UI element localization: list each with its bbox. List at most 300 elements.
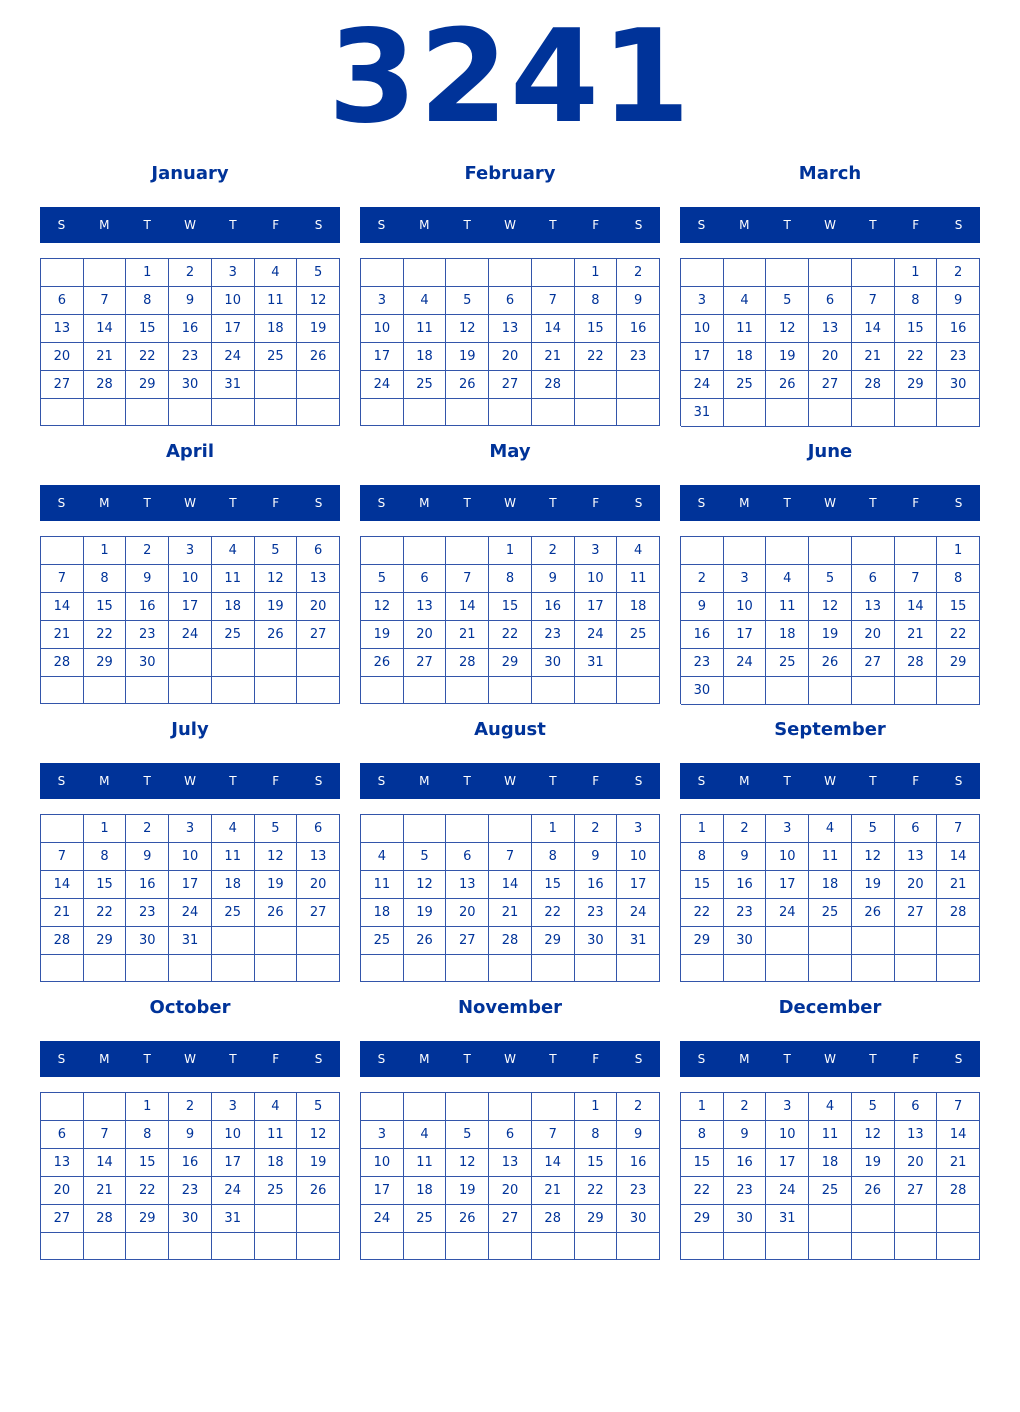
day-cell: 18 xyxy=(361,899,404,927)
day-cell: 22 xyxy=(489,621,532,649)
day-cell xyxy=(532,677,575,704)
day-cell: 7 xyxy=(937,1093,980,1121)
day-cell: 29 xyxy=(489,649,532,677)
day-cell xyxy=(361,955,404,982)
day-cell xyxy=(212,677,255,704)
day-cell xyxy=(84,399,127,426)
day-cell: 8 xyxy=(126,1121,169,1149)
day-cell xyxy=(404,259,447,287)
weekday-label: S xyxy=(954,1052,963,1066)
day-cell: 16 xyxy=(575,871,618,899)
day-cell xyxy=(255,927,298,955)
day-cell xyxy=(532,1093,575,1121)
day-cell xyxy=(724,259,767,287)
weekday-header xyxy=(360,763,660,799)
weekday-header xyxy=(40,1041,340,1077)
day-cell: 15 xyxy=(937,593,980,621)
day-cell: 4 xyxy=(809,1093,852,1121)
day-cell xyxy=(766,399,809,427)
day-cell xyxy=(937,677,980,705)
day-cell: 15 xyxy=(84,871,127,899)
day-cell: 24 xyxy=(169,899,212,927)
day-cell: 11 xyxy=(404,1149,447,1177)
day-cell: 21 xyxy=(84,1177,127,1205)
day-cell: 2 xyxy=(575,815,618,843)
day-cell xyxy=(297,1233,340,1260)
weekday-label: S xyxy=(697,1052,706,1066)
day-cell: 12 xyxy=(255,843,298,871)
weekday-label: T xyxy=(783,774,791,788)
day-cell xyxy=(681,955,724,982)
day-cell: 9 xyxy=(169,287,212,315)
day-cell: 12 xyxy=(852,1121,895,1149)
day-cell: 25 xyxy=(809,899,852,927)
day-cell: 11 xyxy=(809,843,852,871)
day-cell xyxy=(446,399,489,426)
weekday-label: T xyxy=(869,496,877,510)
day-cell xyxy=(84,955,127,982)
weekday-label: T xyxy=(869,774,877,788)
weekday-label: T xyxy=(143,1052,151,1066)
day-cell: 6 xyxy=(489,287,532,315)
day-cell xyxy=(724,537,767,565)
day-cell: 16 xyxy=(681,621,724,649)
day-cell xyxy=(575,399,618,426)
day-cell: 9 xyxy=(575,843,618,871)
day-cell: 30 xyxy=(126,927,169,955)
weekday-label: T xyxy=(463,774,471,788)
day-cell: 19 xyxy=(809,621,852,649)
day-cell: 13 xyxy=(489,315,532,343)
month-name: December xyxy=(778,997,882,1018)
day-cell: 11 xyxy=(404,315,447,343)
day-cell: 19 xyxy=(255,871,298,899)
day-cell xyxy=(489,1233,532,1260)
day-cell xyxy=(852,927,895,955)
day-cell: 3 xyxy=(766,815,809,843)
day-cell xyxy=(766,537,809,565)
weekday-label: T xyxy=(869,218,877,232)
day-cell: 11 xyxy=(255,287,298,315)
day-grid xyxy=(360,536,660,704)
weekday-label: T xyxy=(463,1052,471,1066)
day-cell: 29 xyxy=(126,371,169,399)
day-grid xyxy=(680,1092,980,1260)
day-cell xyxy=(297,371,340,399)
day-cell xyxy=(212,955,255,982)
day-cell: 28 xyxy=(937,1177,980,1205)
weekday-label: T xyxy=(463,218,471,232)
month-name: May xyxy=(489,441,531,462)
day-cell: 26 xyxy=(766,371,809,399)
day-cell: 28 xyxy=(41,649,84,677)
day-cell: 16 xyxy=(532,593,575,621)
day-cell: 14 xyxy=(84,315,127,343)
day-cell xyxy=(852,1233,895,1260)
day-cell xyxy=(361,259,404,287)
day-cell: 7 xyxy=(895,565,938,593)
day-cell xyxy=(489,815,532,843)
day-cell: 19 xyxy=(404,899,447,927)
day-cell: 13 xyxy=(489,1149,532,1177)
day-cell: 12 xyxy=(446,315,489,343)
day-cell: 26 xyxy=(297,1177,340,1205)
month-september xyxy=(680,714,980,982)
day-cell xyxy=(681,537,724,565)
day-cell: 24 xyxy=(617,899,660,927)
day-cell: 28 xyxy=(532,1205,575,1233)
day-cell: 21 xyxy=(852,343,895,371)
weekday-header xyxy=(40,485,340,521)
weekday-label: S xyxy=(377,1052,386,1066)
day-cell: 18 xyxy=(404,343,447,371)
day-cell: 15 xyxy=(126,315,169,343)
day-cell: 11 xyxy=(809,1121,852,1149)
day-cell: 7 xyxy=(41,565,84,593)
day-cell: 16 xyxy=(617,315,660,343)
day-cell xyxy=(852,1205,895,1233)
day-cell: 21 xyxy=(937,1149,980,1177)
day-cell: 15 xyxy=(126,1149,169,1177)
day-cell: 2 xyxy=(724,1093,767,1121)
day-cell: 1 xyxy=(532,815,575,843)
weekday-label: S xyxy=(57,1052,66,1066)
day-cell: 22 xyxy=(681,899,724,927)
day-cell: 24 xyxy=(361,371,404,399)
day-cell xyxy=(361,537,404,565)
weekday-label: F xyxy=(912,1052,920,1066)
day-cell: 1 xyxy=(575,259,618,287)
day-cell: 8 xyxy=(681,843,724,871)
day-cell: 28 xyxy=(84,1205,127,1233)
day-cell: 25 xyxy=(255,1177,298,1205)
day-cell: 9 xyxy=(126,843,169,871)
day-cell: 5 xyxy=(852,815,895,843)
day-cell: 10 xyxy=(212,287,255,315)
day-cell: 8 xyxy=(937,565,980,593)
day-cell: 21 xyxy=(895,621,938,649)
day-cell: 7 xyxy=(489,843,532,871)
day-cell: 14 xyxy=(41,871,84,899)
day-cell: 17 xyxy=(575,593,618,621)
month-april xyxy=(40,436,340,704)
weekday-header xyxy=(40,207,340,243)
day-grid xyxy=(680,814,980,982)
day-cell: 2 xyxy=(937,259,980,287)
day-cell xyxy=(895,1205,938,1233)
day-cell xyxy=(575,371,618,399)
day-cell: 13 xyxy=(852,593,895,621)
day-cell: 1 xyxy=(681,815,724,843)
day-cell: 10 xyxy=(575,565,618,593)
day-cell: 22 xyxy=(126,1177,169,1205)
day-cell: 24 xyxy=(361,1205,404,1233)
weekday-label: M xyxy=(419,496,430,510)
day-cell xyxy=(809,1205,852,1233)
day-cell: 15 xyxy=(575,315,618,343)
day-cell: 9 xyxy=(126,565,169,593)
day-cell: 25 xyxy=(809,1177,852,1205)
weekday-label: S xyxy=(377,496,386,510)
weekday-label: T xyxy=(229,218,237,232)
day-cell: 26 xyxy=(852,1177,895,1205)
weekday-label: W xyxy=(504,1052,516,1066)
day-cell: 11 xyxy=(212,843,255,871)
day-cell: 28 xyxy=(532,371,575,399)
day-cell: 17 xyxy=(766,871,809,899)
day-cell: 7 xyxy=(84,287,127,315)
day-cell: 21 xyxy=(41,899,84,927)
day-cell xyxy=(255,399,298,426)
day-cell: 26 xyxy=(297,343,340,371)
day-cell xyxy=(532,955,575,982)
day-cell: 25 xyxy=(212,621,255,649)
day-cell: 30 xyxy=(169,371,212,399)
day-cell: 29 xyxy=(575,1205,618,1233)
day-cell: 21 xyxy=(937,871,980,899)
day-cell: 20 xyxy=(297,871,340,899)
day-cell xyxy=(895,927,938,955)
weekday-label: M xyxy=(99,496,110,510)
weekday-label: S xyxy=(314,774,323,788)
weekday-label: S xyxy=(697,218,706,232)
day-cell xyxy=(126,955,169,982)
day-cell: 2 xyxy=(126,537,169,565)
day-cell: 5 xyxy=(297,1093,340,1121)
day-cell: 7 xyxy=(446,565,489,593)
day-cell: 3 xyxy=(766,1093,809,1121)
day-cell xyxy=(446,815,489,843)
day-cell: 28 xyxy=(84,371,127,399)
day-cell: 29 xyxy=(532,927,575,955)
day-cell: 9 xyxy=(724,843,767,871)
day-cell: 23 xyxy=(169,343,212,371)
day-cell: 4 xyxy=(404,287,447,315)
day-grid xyxy=(680,536,980,704)
day-cell: 3 xyxy=(724,565,767,593)
weekday-label: W xyxy=(184,1052,196,1066)
day-cell: 26 xyxy=(809,649,852,677)
weekday-label: F xyxy=(592,1052,600,1066)
day-cell: 11 xyxy=(255,1121,298,1149)
day-cell: 18 xyxy=(617,593,660,621)
day-cell: 13 xyxy=(895,843,938,871)
day-cell xyxy=(937,1205,980,1233)
day-cell xyxy=(41,1233,84,1260)
day-cell: 9 xyxy=(617,1121,660,1149)
day-cell: 18 xyxy=(212,593,255,621)
month-name: July xyxy=(171,719,209,740)
day-cell xyxy=(404,399,447,426)
day-cell: 31 xyxy=(575,649,618,677)
day-cell: 27 xyxy=(852,649,895,677)
day-cell: 19 xyxy=(766,343,809,371)
day-cell xyxy=(41,399,84,426)
day-cell: 20 xyxy=(41,343,84,371)
day-cell xyxy=(489,399,532,426)
day-cell: 8 xyxy=(126,287,169,315)
day-cell xyxy=(937,927,980,955)
day-cell: 9 xyxy=(617,287,660,315)
day-cell xyxy=(937,399,980,427)
day-cell: 26 xyxy=(361,649,404,677)
day-cell: 12 xyxy=(255,565,298,593)
weekday-label: F xyxy=(592,496,600,510)
day-cell: 1 xyxy=(895,259,938,287)
day-cell xyxy=(617,649,660,677)
day-cell: 5 xyxy=(852,1093,895,1121)
day-cell: 5 xyxy=(361,565,404,593)
day-cell: 8 xyxy=(84,565,127,593)
day-cell: 8 xyxy=(681,1121,724,1149)
day-cell: 20 xyxy=(895,1149,938,1177)
day-cell: 20 xyxy=(404,621,447,649)
day-cell: 16 xyxy=(126,871,169,899)
weekday-header xyxy=(360,1041,660,1077)
day-cell: 30 xyxy=(617,1205,660,1233)
day-cell xyxy=(809,259,852,287)
day-cell xyxy=(297,955,340,982)
month-october xyxy=(40,992,340,1260)
day-cell: 25 xyxy=(212,899,255,927)
day-cell: 12 xyxy=(361,593,404,621)
day-cell: 23 xyxy=(169,1177,212,1205)
day-cell xyxy=(404,815,447,843)
day-grid xyxy=(680,258,980,426)
day-cell: 14 xyxy=(532,315,575,343)
day-cell: 9 xyxy=(169,1121,212,1149)
day-cell: 6 xyxy=(809,287,852,315)
day-cell: 4 xyxy=(255,1093,298,1121)
day-cell xyxy=(361,815,404,843)
day-cell: 13 xyxy=(446,871,489,899)
day-cell: 16 xyxy=(724,1149,767,1177)
day-cell: 11 xyxy=(724,315,767,343)
day-cell: 10 xyxy=(724,593,767,621)
day-cell xyxy=(446,537,489,565)
day-cell: 27 xyxy=(895,899,938,927)
day-cell xyxy=(404,1093,447,1121)
day-cell: 27 xyxy=(489,371,532,399)
day-cell: 18 xyxy=(404,1177,447,1205)
day-cell: 26 xyxy=(404,927,447,955)
day-cell: 28 xyxy=(937,899,980,927)
weekday-label: S xyxy=(314,1052,323,1066)
weekday-label: T xyxy=(549,218,557,232)
day-cell: 10 xyxy=(766,843,809,871)
weekday-label: F xyxy=(272,496,280,510)
day-cell: 27 xyxy=(895,1177,938,1205)
day-cell: 24 xyxy=(212,343,255,371)
day-cell: 22 xyxy=(895,343,938,371)
day-cell: 13 xyxy=(895,1121,938,1149)
day-cell: 22 xyxy=(575,343,618,371)
day-cell: 24 xyxy=(212,1177,255,1205)
day-cell xyxy=(41,815,84,843)
day-cell: 22 xyxy=(681,1177,724,1205)
day-cell: 6 xyxy=(489,1121,532,1149)
day-cell: 18 xyxy=(809,871,852,899)
weekday-label: W xyxy=(824,1052,836,1066)
weekday-label: S xyxy=(377,774,386,788)
day-cell: 29 xyxy=(895,371,938,399)
day-cell: 5 xyxy=(446,287,489,315)
day-cell: 12 xyxy=(766,315,809,343)
day-cell: 18 xyxy=(212,871,255,899)
day-cell: 14 xyxy=(852,315,895,343)
day-cell: 27 xyxy=(297,621,340,649)
day-cell xyxy=(84,1233,127,1260)
weekday-label: T xyxy=(783,1052,791,1066)
weekday-label: W xyxy=(184,496,196,510)
day-cell: 4 xyxy=(361,843,404,871)
weekday-label: T xyxy=(869,1052,877,1066)
day-cell xyxy=(681,259,724,287)
day-cell xyxy=(724,677,767,705)
day-cell xyxy=(84,259,127,287)
day-cell: 10 xyxy=(361,315,404,343)
day-cell: 16 xyxy=(937,315,980,343)
weekday-label: M xyxy=(739,218,750,232)
day-cell: 23 xyxy=(126,621,169,649)
weekday-label: W xyxy=(184,218,196,232)
day-cell: 29 xyxy=(681,927,724,955)
weekday-header xyxy=(40,763,340,799)
day-cell: 22 xyxy=(126,343,169,371)
weekday-label: W xyxy=(504,774,516,788)
day-cell: 7 xyxy=(532,287,575,315)
day-cell: 21 xyxy=(489,899,532,927)
day-cell: 16 xyxy=(169,1149,212,1177)
weekday-label: W xyxy=(184,774,196,788)
day-cell: 14 xyxy=(937,1121,980,1149)
day-grid xyxy=(360,1092,660,1260)
weekday-label: F xyxy=(272,1052,280,1066)
day-cell: 5 xyxy=(446,1121,489,1149)
day-cell: 20 xyxy=(852,621,895,649)
day-cell: 12 xyxy=(404,871,447,899)
day-cell: 17 xyxy=(212,315,255,343)
weekday-label: W xyxy=(824,218,836,232)
day-cell: 27 xyxy=(446,927,489,955)
day-cell: 31 xyxy=(681,399,724,427)
day-cell: 20 xyxy=(446,899,489,927)
day-cell: 1 xyxy=(84,537,127,565)
month-name: August xyxy=(474,719,546,740)
day-cell xyxy=(255,1233,298,1260)
day-cell: 30 xyxy=(937,371,980,399)
day-cell xyxy=(809,1233,852,1260)
weekday-header xyxy=(680,485,980,521)
month-name: January xyxy=(151,163,229,184)
weekday-header xyxy=(680,1041,980,1077)
day-cell: 20 xyxy=(297,593,340,621)
day-cell xyxy=(297,1205,340,1233)
weekday-label: S xyxy=(377,218,386,232)
weekday-label: T xyxy=(783,496,791,510)
day-cell: 10 xyxy=(169,565,212,593)
day-cell: 7 xyxy=(41,843,84,871)
weekday-label: M xyxy=(419,218,430,232)
month-name: October xyxy=(149,997,231,1018)
day-cell: 20 xyxy=(809,343,852,371)
day-cell: 2 xyxy=(617,1093,660,1121)
day-cell: 30 xyxy=(532,649,575,677)
day-cell: 14 xyxy=(489,871,532,899)
day-cell xyxy=(297,399,340,426)
month-march xyxy=(680,158,980,426)
day-cell xyxy=(766,677,809,705)
